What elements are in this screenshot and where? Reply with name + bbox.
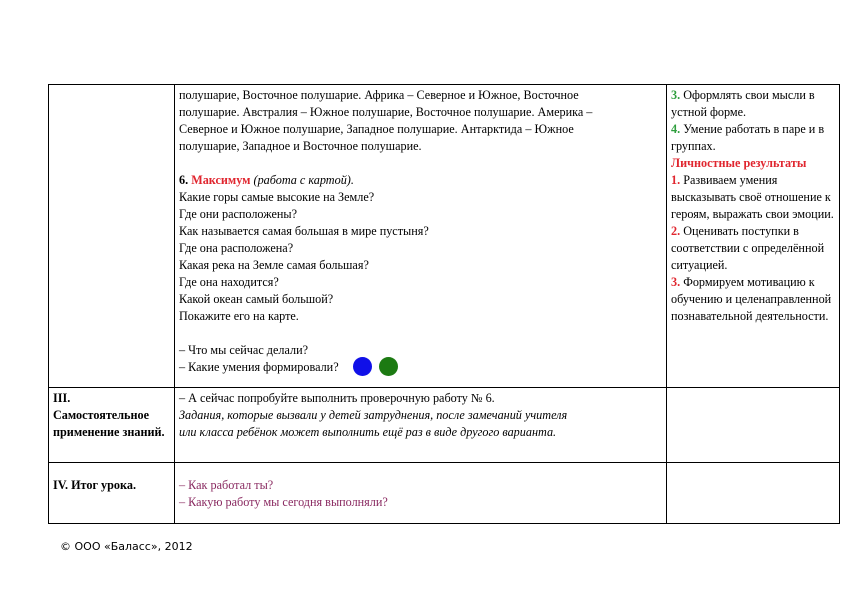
stage-cell-iv bbox=[49, 463, 175, 524]
note-line: или класса ребёнок может выполнить ещё раз в виде другого варианта. bbox=[179, 425, 557, 439]
result-item bbox=[671, 121, 835, 155]
stage-number: III. bbox=[53, 391, 71, 405]
result-text: Формируем мотивацию к обучению и целенаправленной познавательной деятельности. bbox=[671, 275, 832, 323]
stage-title: IV. Итог урока. bbox=[53, 478, 136, 492]
closing-question: – Что мы сейчас делали? bbox=[179, 343, 309, 357]
assessment-dots bbox=[339, 359, 399, 376]
hemisphere-text-line: Северное и Южное полушарие, Западное полушарие. Антарктида – Южное bbox=[179, 122, 574, 136]
question-line: Какие горы самые высокие на Земле? bbox=[179, 190, 375, 204]
stage-cell-iii bbox=[49, 388, 175, 463]
result-item bbox=[671, 87, 835, 121]
instruction-line: – А сейчас попробуйте выполнить проверочную работу № 6. bbox=[179, 391, 495, 405]
result-number: 3. bbox=[671, 275, 681, 289]
result-item bbox=[671, 172, 835, 223]
task-heading bbox=[179, 172, 662, 189]
hemisphere-text-line: полушарие, Восточное полушарие. Африка – Северное и Южное, Восточное bbox=[179, 88, 579, 102]
result-text: Развиваем умения высказывать своё отношение к героям, выражать свои эмоции. bbox=[671, 173, 834, 221]
closing-question-text: – Какие умения формировали? bbox=[179, 360, 339, 374]
table-row-map-task bbox=[49, 85, 840, 388]
result-number: 2. bbox=[671, 224, 681, 238]
summary-question: – Какую работу мы сегодня выполняли? bbox=[179, 495, 388, 509]
task-level: Максимум bbox=[191, 173, 251, 187]
lesson-plan-table bbox=[48, 84, 840, 524]
question-line: Где она расположена? bbox=[179, 241, 294, 255]
hemisphere-text-line: полушарие, Западное и Восточное полушарие. bbox=[179, 139, 422, 153]
stage-title: Самостоятельное применение знаний. bbox=[53, 408, 165, 439]
activity-cell-map bbox=[175, 85, 667, 388]
result-item bbox=[671, 274, 835, 325]
result-number: 3. bbox=[671, 88, 681, 102]
result-item bbox=[671, 223, 835, 274]
stage-cell-empty bbox=[49, 85, 175, 388]
personal-results-heading: Личностные результаты bbox=[671, 156, 807, 170]
summary-question: – Как работал ты? bbox=[179, 478, 274, 492]
result-text: Умение работать в паре и в группах. bbox=[671, 122, 825, 153]
table-row-independent-work bbox=[49, 388, 840, 463]
results-cell-empty bbox=[667, 463, 840, 524]
task-note: (работа с картой). bbox=[253, 173, 354, 187]
closing-question-skills bbox=[179, 359, 662, 376]
question-line: Покажите его на карте. bbox=[179, 309, 299, 323]
table-row-summary bbox=[49, 463, 840, 524]
result-text: Оформлять свои мысли в устной форме. bbox=[671, 88, 815, 119]
activity-cell-check bbox=[175, 388, 667, 463]
hemisphere-text-line: полушарие. Австралия – Южное полушарие, Восточное полушарие. Америка – bbox=[179, 105, 593, 119]
task-number: 6. bbox=[179, 173, 189, 187]
question-line: Как называется самая большая в мире пустыня? bbox=[179, 224, 429, 238]
question-line: Где они расположены? bbox=[179, 207, 297, 221]
question-line: Какой океан самый большой? bbox=[179, 292, 334, 306]
note-line: Задания, которые вызвали у детей затруднения, после замечаний учителя bbox=[179, 408, 568, 422]
result-number: 1. bbox=[671, 173, 681, 187]
copyright-footer: © ООО «Баласс», 2012 bbox=[60, 540, 193, 553]
question-line: Где она находится? bbox=[179, 275, 279, 289]
green-dot-icon bbox=[379, 357, 398, 376]
result-number: 4. bbox=[671, 122, 681, 136]
results-cell bbox=[667, 85, 840, 388]
results-cell-empty bbox=[667, 388, 840, 463]
question-line: Какая река на Земле самая большая? bbox=[179, 258, 369, 272]
activity-cell-summary bbox=[175, 463, 667, 524]
blue-dot-icon bbox=[353, 357, 372, 376]
result-text: Оценивать поступки в соответствии с определённой ситуацией. bbox=[671, 224, 825, 272]
